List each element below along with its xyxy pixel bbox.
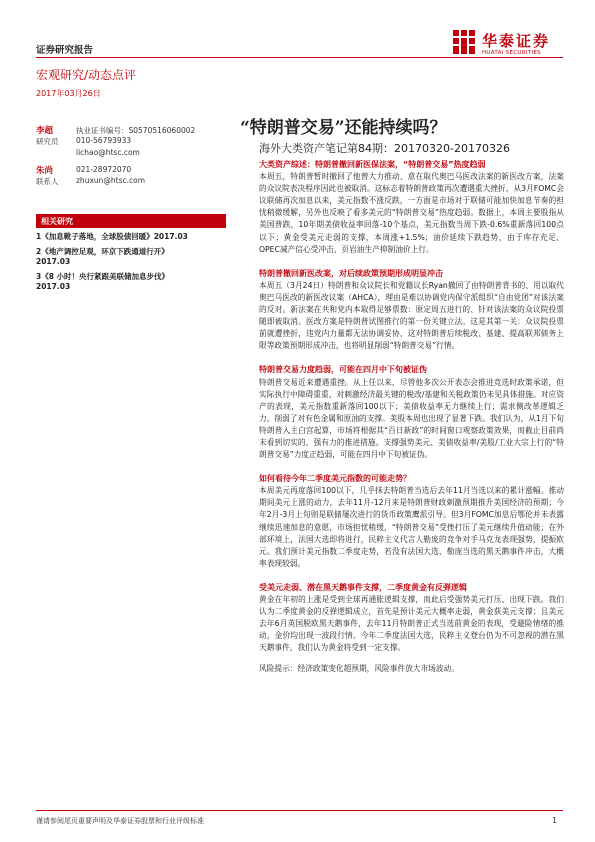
contact-email[interactable]: zhuxun@htsc.com [76, 176, 146, 185]
analyst-phone: 010-56793933 [76, 136, 132, 145]
section-paragraph: 本周五（3月24日）特朗普和众议院长和党籍议长Ryan撤回了由特朗普背书的、用以取代奥巴马医改的新医改议案（AHCA），理由是难以协调党内保守派组织“自由党团”对该法案的反对。新法案在共和党内本取得足够票数：原定周五进行的、针对该法案的众议院投票随即被取消。医改方案是特朗普试图推行的第一份关键立法。这是其第一关：众议院投票前就遭挫折，违党内力量都无法协调妥协，这对特朗普后续税改、基建、提高联邦债务上限等政策预期形成冲击，也将明显削弱“特朗普交易”行情。 [259, 280, 564, 351]
footer-divider [36, 810, 563, 811]
report-section: 宏观研究/动态点评 [36, 68, 137, 82]
related-item[interactable]: 2《地产调控足观，环京下跌通道行开》 2017.03 [36, 246, 169, 266]
analyst-name: 李超 [36, 126, 54, 136]
company-logo [452, 29, 564, 59]
section-paragraph: 特朗普交易近来遭遇重挫。从上任以来，尽管他多次公开表态会推进竞选时政策承诺，但实际执行中障碍重重，对刺激经济最关键的税改/基建和关税政策仍未见具体措施。对应资产的表现，美元指数重新落回100以下；美债收益率无力继续上行；需求侧改革逻辑乏力，削弱了对有色金属和原油的支撑。美股本周也出现了显著下跌。我们认为，从1月下旬特朗普入主白宫起算，市场将根据其“百日新政”的时间窗口观察政策效果，而截止目前尚未看到切实的、强有力的推进措施。支撑强势美元、美债收益率/美股/工业大宗上行的“特朗普交易”力度正趋弱，可能在四月中下旬被证伪。 [259, 377, 564, 460]
logo-en-text: HUATAI SECURITIES [482, 50, 541, 56]
related-research [36, 214, 226, 293]
analyst-role: 研究员 [36, 137, 59, 146]
related-research-heading: 相关研究 [36, 214, 226, 228]
logo-cn-text: 华泰证券 [482, 32, 551, 50]
section-heading: 如何看待今年二季度美元指数的可能走势？ [259, 474, 411, 484]
contact-name: 朱尚 [36, 166, 54, 176]
report-title: “特朗普交易”还能持续吗？ [240, 118, 447, 138]
analyst-email[interactable]: lichao@htsc.com [76, 148, 140, 157]
footer-disclaimer: 谨请参阅尾页重要声明及华泰证券股票和行业评级标准 [36, 817, 204, 825]
section-paragraph: 本周美元再度落回100以下，几乎抹去特朗普当选后去年11月当选以来的累计涨幅。推动期间美元上涨的动力，去年11月-12月来是特朗普财政刺激预期推升美国经济的预期；今年2月-3月上旬则是联储屡次进行的货币政策鹰派引导。但3月FOMC加息后鄂伦并未表露继续迅速加息的意愿，市场担忧稍缓，“特朗普交易”受挫打压了美元继续升值动能；在外部环境上，法国大选即将进行，民粹主义代言人勒庞的竞争对手马克龙表现强势，提振欧元。我们预计美元指数二季度走势，若没有法国大选、勒庞当选的黑天鹅事件冲击，大概率表现较弱。 [259, 486, 564, 568]
related-item[interactable]: 3《8 小时！央行紧跟美联储加息步伐》 2017.03 [36, 271, 170, 291]
section-heading: 大类资产综述：特朗普撤回新医保法案，“特朗普交易”热度趋弱 [259, 160, 486, 169]
report-date: 2017年03月26日 [36, 89, 101, 98]
header-divider [36, 57, 563, 58]
section-heading: 受美元走弱、潜在黑天鹅事件支撑，二季度黄金有反弹逻辑 [259, 582, 467, 592]
page-number: 1 [552, 816, 558, 825]
risk-warning: 风险提示：经济政策变化超预期，风险事件放大市场波动。 [259, 664, 459, 674]
report-body [259, 159, 564, 676]
report-subtitle: 海外大类资产笔记第84期：20170320-20170326 [259, 142, 510, 155]
section-heading: 特朗普交易力度趋弱，可能在四月中下旬被证伪 [259, 365, 427, 375]
section-heading: 特朗普撤回新医改案，对后续政策预期形成明显冲击 [259, 268, 443, 278]
report-type-label: 证券研究报告 [36, 45, 94, 56]
related-item[interactable]: 1《加息靴子落地，全球股债回暖》2017.03 [36, 232, 188, 241]
contact-phone: 021-28972070 [76, 165, 132, 174]
analyst-cert: 执业证书编号：S0570516060002 [76, 126, 196, 135]
contact-role: 联系人 [36, 177, 59, 186]
huatai-logo-icon [452, 29, 476, 55]
section-paragraph: 黄金在年初的上涨是受到全球再通胀逻辑支撑，而此后受强势美元打压、出现下跌。我们认为二季度黄金的反弹逻辑成立，首先是预计美元大概率走弱，黄金获美元支撑；且美元去年6月英国脱欧黑天鹅事件，去年11月特朗普正式当选前黄金的表现，受避险情绪的推动，金价均出现一波段行情。今年二季度法国大选，民粹主义登台仍为不可忽视的潜在黑天鹅事件，我们认为黄金将受到一定支撑。 [259, 595, 564, 653]
section-paragraph: 本周五，特朗普暂时撤回了他曾大力推动、意在取代奥巴马医改法案的新医改方案，法案的众议院表决程序因此也被取消。这标志着特朗普政策再次遭遇重大挫折。从3月FOMC会议联储再次加息以来，美元指数不涨反跌，一方面是市场对于联储可能加快加息节奏的担忧稍微缓解，另外也反映了看多美元的“特朗普交易”热度趋弱。数据上，本周主要股指从美国普跌，10年期美债收益率回落-10个基点，美元指数当周下跌-0.6%重新落回100点以下；黄金受美元走弱的支撑，本周涨+1.5%；油价延续下跌趋势，由于库存充足、OPEC减产信心受冲击、页岩油生产抑制油价上行。 [259, 172, 564, 254]
